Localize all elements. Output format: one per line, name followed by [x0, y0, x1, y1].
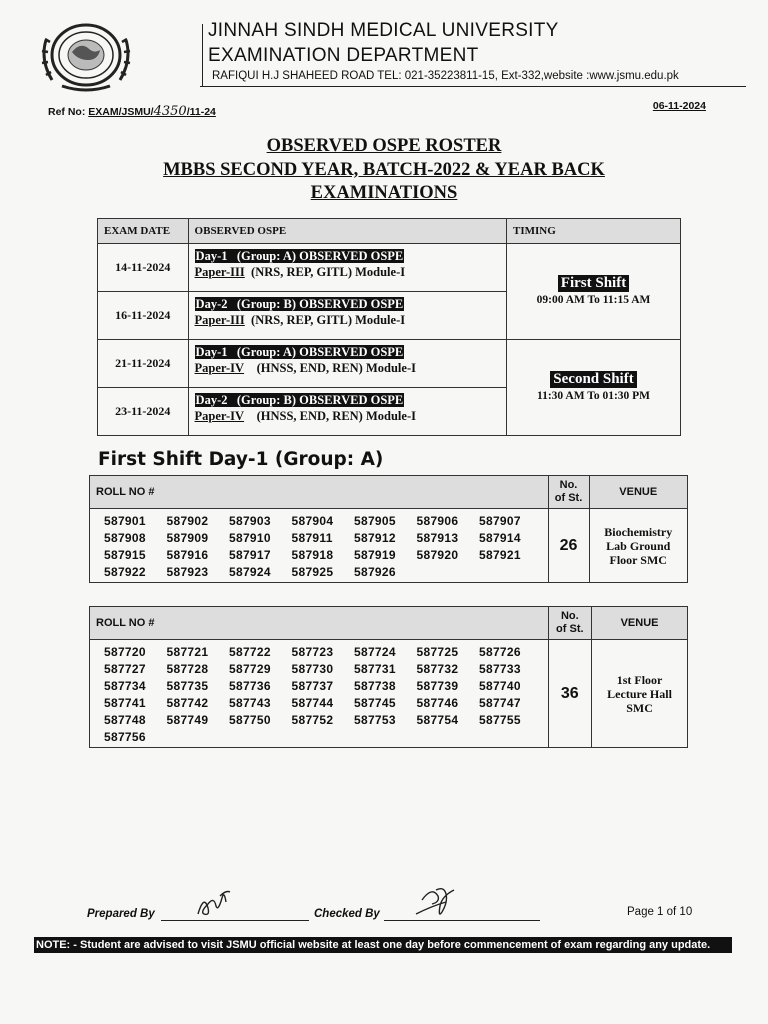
roll-number: 587913	[416, 531, 459, 545]
ospe-group: (Group: A) OBSERVED OSPE	[236, 345, 404, 359]
header-venue: VENUE	[589, 476, 688, 509]
shift-time: 09:00 AM To 11:15 AM	[536, 294, 651, 306]
roster-body-row	[90, 509, 688, 583]
header-timing: TIMING	[507, 219, 681, 244]
university-seal-icon	[36, 20, 136, 92]
shift-time: 11:30 AM To 01:30 PM	[536, 390, 651, 402]
roll-number: 587733	[479, 662, 521, 676]
checked-by-line	[384, 920, 540, 921]
title-line-1: OBSERVED OSPE ROSTER	[266, 136, 502, 156]
roll-number: 587746	[416, 696, 459, 710]
roll-number: 587742	[166, 696, 209, 710]
roll-number: 587921	[479, 548, 521, 562]
ospe-cell	[188, 340, 506, 388]
exam-date: 23-11-2024	[98, 388, 189, 436]
ospe-day-group	[195, 393, 405, 407]
timing-second-shift	[507, 340, 681, 436]
roll-number: 587754	[416, 713, 459, 727]
roll-number: 587730	[291, 662, 334, 676]
prepared-by-line	[161, 920, 309, 921]
venue-line: 1st Floor	[616, 672, 663, 687]
header-roll-no: ROLL NO #	[90, 607, 549, 640]
paper-name: Paper-IV	[194, 361, 245, 375]
roll-number: 587903	[229, 514, 271, 528]
header-of-st: of St.	[556, 623, 584, 635]
header-exam-date: EXAM DATE	[98, 219, 189, 244]
prepared-signature	[190, 884, 250, 922]
roll-number: 587917	[229, 548, 271, 562]
roll-number: 587745	[354, 696, 396, 710]
venue-cell	[589, 509, 688, 583]
roll-number: 587906	[416, 514, 459, 528]
ospe-day-group	[195, 249, 405, 263]
paper-name: Paper-IV	[194, 409, 245, 423]
roll-number: 587756	[104, 730, 146, 744]
ospe-day: Day-2	[195, 297, 228, 311]
checked-by-label: Checked By	[314, 908, 380, 920]
roll-number: 587726	[479, 645, 521, 659]
document-date: 06-11-2024	[652, 100, 706, 112]
roll-number: 587722	[229, 645, 271, 659]
ospe-day-group	[195, 297, 405, 311]
section-heading: First Shift Day-1 (Group: A)	[98, 449, 384, 470]
roll-number: 587721	[166, 645, 209, 659]
student-count: 26	[548, 509, 589, 583]
ospe-group: (Group: B) OBSERVED OSPE	[236, 297, 404, 311]
ref-handwritten-number: 4350	[153, 104, 187, 119]
roll-number: 587922	[104, 565, 146, 579]
paper-details: (HNSS, END, REN) Module-I	[256, 361, 416, 375]
roll-number: 587729	[229, 662, 271, 676]
roll-number: 587915	[104, 548, 146, 562]
roll-number: 587740	[479, 679, 521, 693]
roll-numbers-grid	[104, 514, 542, 579]
roll-number: 587911	[291, 531, 333, 545]
roll-number: 587753	[354, 713, 396, 727]
roll-number: 587907	[479, 514, 521, 528]
roll-number: 587743	[229, 696, 271, 710]
footer-note: NOTE: - Student are advised to visit JSMU official website at least one day before commencement of exam regarding any update.	[34, 937, 732, 953]
paper-details: (NRS, REP, GITL) Module-I	[251, 313, 406, 327]
roll-number: 587728	[166, 662, 209, 676]
roll-number: 587924	[229, 565, 271, 579]
exam-date: 16-11-2024	[98, 292, 189, 340]
roll-number: 587735	[166, 679, 209, 693]
roster-header-row	[90, 607, 688, 640]
shift-name: First Shift	[558, 275, 629, 292]
header-divider	[200, 86, 746, 87]
ospe-group: (Group: B) OBSERVED OSPE	[236, 393, 404, 407]
roll-number: 587731	[354, 662, 396, 676]
ref-suffix: /11-24	[186, 106, 216, 118]
roll-number: 587750	[229, 713, 271, 727]
ospe-cell	[188, 244, 506, 292]
prepared-by-label: Prepared By	[87, 908, 155, 920]
roll-number: 587734	[104, 679, 146, 693]
roll-number: 587720	[104, 645, 146, 659]
roll-number: 587724	[354, 645, 396, 659]
roll-number: 587752	[291, 713, 334, 727]
header-no: No.	[560, 610, 579, 622]
roll-number: 587916	[166, 548, 209, 562]
roll-number: 587738	[354, 679, 396, 693]
header-no: No.	[559, 479, 578, 491]
ospe-day: Day-2	[195, 393, 228, 407]
roll-number: 587926	[354, 565, 396, 579]
ref-prefix: EXAM/JSMU/	[88, 106, 154, 118]
roll-number: 587914	[479, 531, 521, 545]
header-divider-vertical	[202, 24, 203, 86]
roll-number: 587739	[416, 679, 459, 693]
roll-number: 587744	[291, 696, 334, 710]
student-count: 36	[548, 640, 592, 748]
roll-number: 587747	[479, 696, 521, 710]
roll-number: 587727	[104, 662, 146, 676]
roll-number: 587901	[104, 514, 146, 528]
schedule-row	[98, 244, 681, 292]
exam-date: 21-11-2024	[98, 340, 189, 388]
roll-number: 587909	[166, 531, 209, 545]
paper-name: Paper-III	[194, 265, 245, 279]
roll-number: 587908	[104, 531, 146, 545]
header-venue: VENUE	[592, 607, 688, 640]
roll-number: 587741	[104, 696, 146, 710]
ospe-cell	[188, 292, 506, 340]
roll-number: 587910	[229, 531, 271, 545]
venue-line: Lab Ground	[606, 538, 671, 553]
venue-line: Floor SMC	[609, 552, 667, 567]
roll-number: 587925	[291, 565, 334, 579]
roll-number: 587919	[354, 548, 396, 562]
schedule-row	[98, 340, 681, 388]
shift-name: Second Shift	[550, 371, 636, 388]
roll-numbers-cell	[90, 509, 549, 583]
header-of-st: of St.	[554, 492, 583, 504]
venue-line: Biochemistry	[604, 524, 673, 539]
title-line-2: MBBS SECOND YEAR, BATCH-2022 & YEAR BACK	[163, 160, 605, 180]
ospe-day-group	[195, 345, 405, 359]
roll-number: 587748	[104, 713, 146, 727]
roll-number: 587749	[166, 713, 209, 727]
roster-table	[89, 475, 688, 583]
ospe-day: Day-1	[195, 249, 228, 263]
venue-line: SMC	[626, 700, 653, 715]
venue-cell	[592, 640, 688, 748]
reference-number	[48, 104, 216, 119]
roll-number: 587912	[354, 531, 396, 545]
exam-date: 14-11-2024	[98, 244, 189, 292]
timing-first-shift	[507, 244, 681, 340]
roll-number: 587904	[291, 514, 334, 528]
roll-number: 587905	[354, 514, 396, 528]
paper-name: Paper-III	[194, 313, 245, 327]
paper-details: (HNSS, END, REN) Module-I	[256, 409, 416, 423]
roster-body-row	[90, 640, 688, 748]
header-no-of-students	[548, 607, 592, 640]
header-observed-ospe: OBSERVED OSPE	[188, 219, 506, 244]
paper-details: (NRS, REP, GITL) Module-I	[251, 265, 406, 279]
roll-number: 587923	[166, 565, 209, 579]
roll-number: 587725	[416, 645, 459, 659]
exam-schedule-table	[97, 218, 681, 436]
header-no-of-students	[548, 476, 589, 509]
roll-number: 587732	[416, 662, 459, 676]
university-name: JINNAH SINDH MEDICAL UNIVERSITY	[208, 20, 559, 41]
page-number: Page 1 of 10	[627, 906, 693, 918]
roster-table	[89, 606, 688, 748]
title-line-3: EXAMINATIONS	[310, 183, 458, 203]
roll-number: 587918	[291, 548, 334, 562]
ospe-group: (Group: A) OBSERVED OSPE	[236, 249, 404, 263]
roll-numbers-grid	[104, 645, 542, 744]
roll-number: 587723	[291, 645, 334, 659]
venue-line: Lecture Hall	[607, 686, 672, 701]
roll-number: 587920	[416, 548, 459, 562]
ospe-cell	[188, 388, 506, 436]
roster-header-row	[90, 476, 688, 509]
schedule-header-row	[98, 219, 681, 244]
roll-number: 587755	[479, 713, 521, 727]
roll-number: 587736	[229, 679, 271, 693]
roll-number: 587902	[166, 514, 209, 528]
checked-signature	[412, 880, 472, 922]
ospe-day: Day-1	[195, 345, 228, 359]
header-roll-no: ROLL NO #	[90, 476, 549, 509]
roll-numbers-cell	[90, 640, 549, 748]
ref-label: Ref No:	[48, 106, 89, 118]
department-name: EXAMINATION DEPARTMENT	[208, 45, 479, 66]
address-line: RAFIQUI H.J SHAHEED ROAD TEL: 021-35223811-15, Ext-332,website :www.jsmu.edu.pk	[212, 70, 679, 82]
roll-number: 587737	[291, 679, 334, 693]
